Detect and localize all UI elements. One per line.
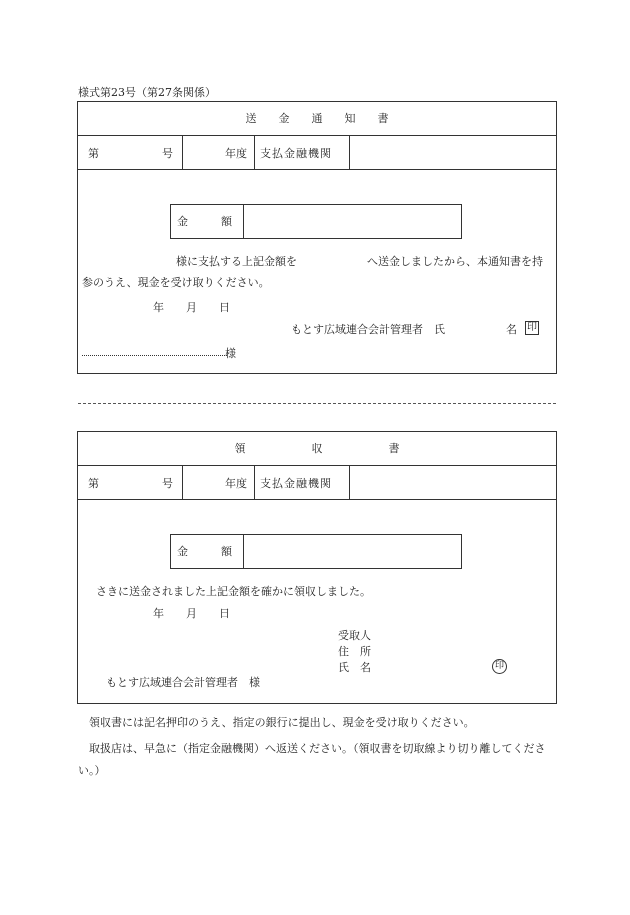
cut-line bbox=[78, 403, 556, 404]
note-2: 取扱店は、早急に（指定金融機関）へ返送ください。（領収書を切取線より切り離してください。） bbox=[78, 742, 546, 777]
recipient-label: 受取人 bbox=[338, 629, 371, 642]
name-label: 氏 名 bbox=[338, 661, 371, 674]
remittance-notice-title: 送 金 通 知 書 bbox=[245, 112, 389, 125]
date-line: 年 月 日 bbox=[153, 607, 230, 620]
name-label: 名 bbox=[506, 323, 517, 336]
form-number: 様式第23号（第27条関係） bbox=[78, 86, 216, 99]
amount-label: 金 額 bbox=[177, 215, 232, 228]
divider bbox=[77, 465, 557, 466]
paying-bank-label: 支払金融機関 bbox=[260, 147, 332, 160]
amount-label: 金 額 bbox=[177, 545, 232, 558]
seal-circle: 印 bbox=[492, 659, 507, 674]
divider bbox=[77, 169, 557, 170]
dai-label: 第 bbox=[88, 147, 99, 160]
dai-label: 第 bbox=[88, 477, 99, 490]
date-line: 年 月 日 bbox=[153, 301, 230, 314]
divider bbox=[77, 499, 557, 500]
divider bbox=[243, 204, 244, 239]
note-1: 領収書には記名押印のうえ、指定の銀行に提出し、現金を受け取りください。 bbox=[89, 716, 475, 729]
divider bbox=[243, 534, 244, 569]
divider bbox=[349, 465, 350, 499]
divider bbox=[254, 135, 255, 169]
divider bbox=[77, 135, 557, 136]
divider bbox=[182, 465, 183, 499]
body-text: へ送金しましたから、本通知書を持 bbox=[367, 255, 543, 268]
addressee-suffix: 様 bbox=[225, 347, 236, 360]
body-text: 参のうえ、現金を受け取りください。 bbox=[82, 276, 270, 289]
fiscal-year-label: 年度 bbox=[225, 477, 247, 490]
addressee-dotted-line bbox=[82, 343, 227, 356]
receipt-title: 領 収 書 bbox=[234, 442, 400, 455]
divider bbox=[182, 135, 183, 169]
issuer-line: もとす広域連合会計管理者 氏 bbox=[291, 323, 445, 336]
receipt-addressee: もとす広域連合会計管理者 様 bbox=[106, 676, 260, 689]
go-label: 号 bbox=[162, 147, 173, 160]
divider bbox=[349, 135, 350, 169]
body-text: 様に支払する上記金額を bbox=[176, 255, 297, 268]
address-label: 住 所 bbox=[338, 645, 371, 658]
receipt-body-text: さきに送金されました上記金額を確かに領収しました。 bbox=[96, 585, 371, 598]
go-label: 号 bbox=[162, 477, 173, 490]
fiscal-year-label: 年度 bbox=[225, 147, 247, 160]
divider bbox=[254, 465, 255, 499]
paying-bank-label: 支払金融機関 bbox=[260, 477, 332, 490]
seal-square: 印 bbox=[527, 322, 537, 333]
